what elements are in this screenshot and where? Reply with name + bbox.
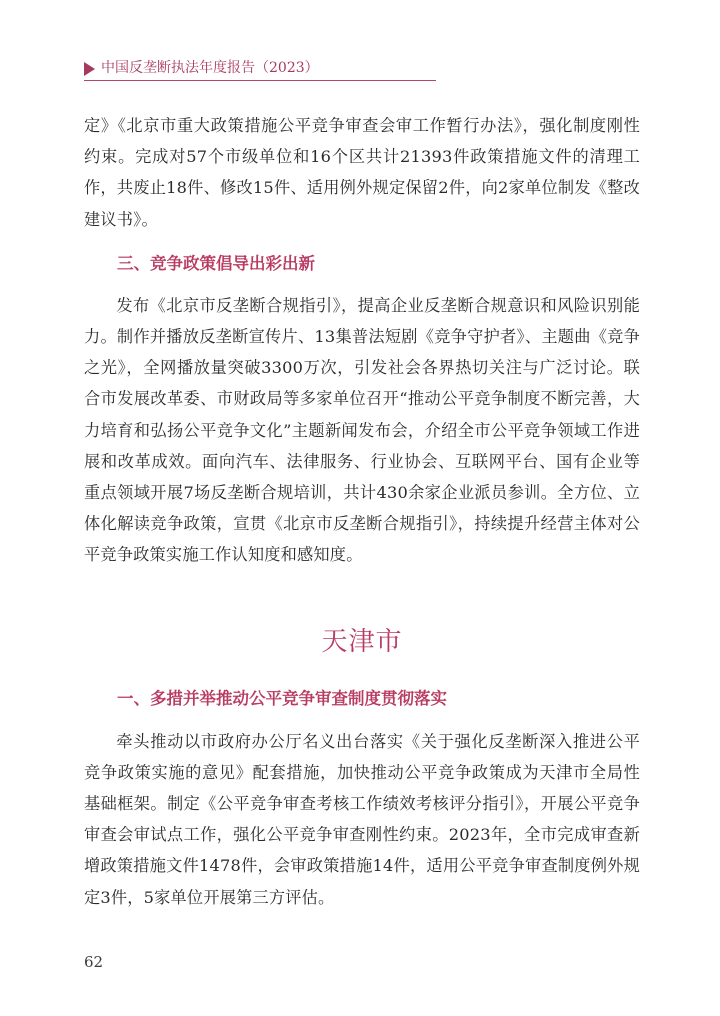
paragraph-tianjin-review: 牵头推动以市政府办公厅名义出台落实《关于强化反垄断深入推进公平竞争政策实施的意见》配套措施，加快推动公平竞争政策成为天津市全局性基础框架。制定《公平竞争审查考核工作绩效考核评分指引》，开展公平竞争审查会审试点工作，强化公平竞争审查刚性约束。2023年，全市完成审查新增政策措施文件1478件，会审政策措施14件，适用公平竞争审查制度例外规定3件，5家单位开展第三方评估。 <box>84 731 640 907</box>
section-heading-fair-competition-review: 一、多措并举推动公平竞争审查制度贯彻落实 <box>117 688 447 708</box>
page-content <box>84 110 640 913</box>
paragraph-advocacy: 发布《北京市反垄断合规指引》，提高企业反垄断合规意识和风险识别能力。制作并播放反垄断宣传片、13集普法短剧《竞争守护者》、主题曲《竞争之光》，全网播放量突破3300万次，引发社会各界热切关注与广泛讨论。联合市发展改革委、市财政局等多家单位召开“推动公平竞争制度不断完善，大力培育和弘扬公平竞争文化”主题新闻发布会，介绍全市公平竞争领域工作进展和改革成效。面向汽车、法律服务、行业协会、互联网平台、国有企业等重点领域开展7场反垄断合规培训，共计430余家企业派员参训。全方位、立体化解读竞争政策，宣贯《北京市反垄断合规指引》，持续提升经营主体对公平竞争政策实施工作认知度和感知度。 <box>84 295 640 565</box>
section-heading-competition-advocacy: 三、竞争政策倡导出彩出新 <box>117 253 315 273</box>
paragraph-continuation: 定》《北京市重大政策措施公平竞争审查会审工作暂行办法》，强化制度刚性约束。完成对57个市级单位和16个区共计21393件政策措施文件的清理工作，共废止18件、修改15件、适用例外规定保留2件，向2家单位制发《整改建议书》。 <box>84 116 640 229</box>
header-title: 中国反垄断执法年度报告（2023） <box>101 60 319 76</box>
header-triangle-icon <box>84 62 95 76</box>
chapter-title-tianjin: 天津市 <box>321 626 403 657</box>
page-number: 62 <box>84 953 104 971</box>
running-header <box>84 58 436 81</box>
